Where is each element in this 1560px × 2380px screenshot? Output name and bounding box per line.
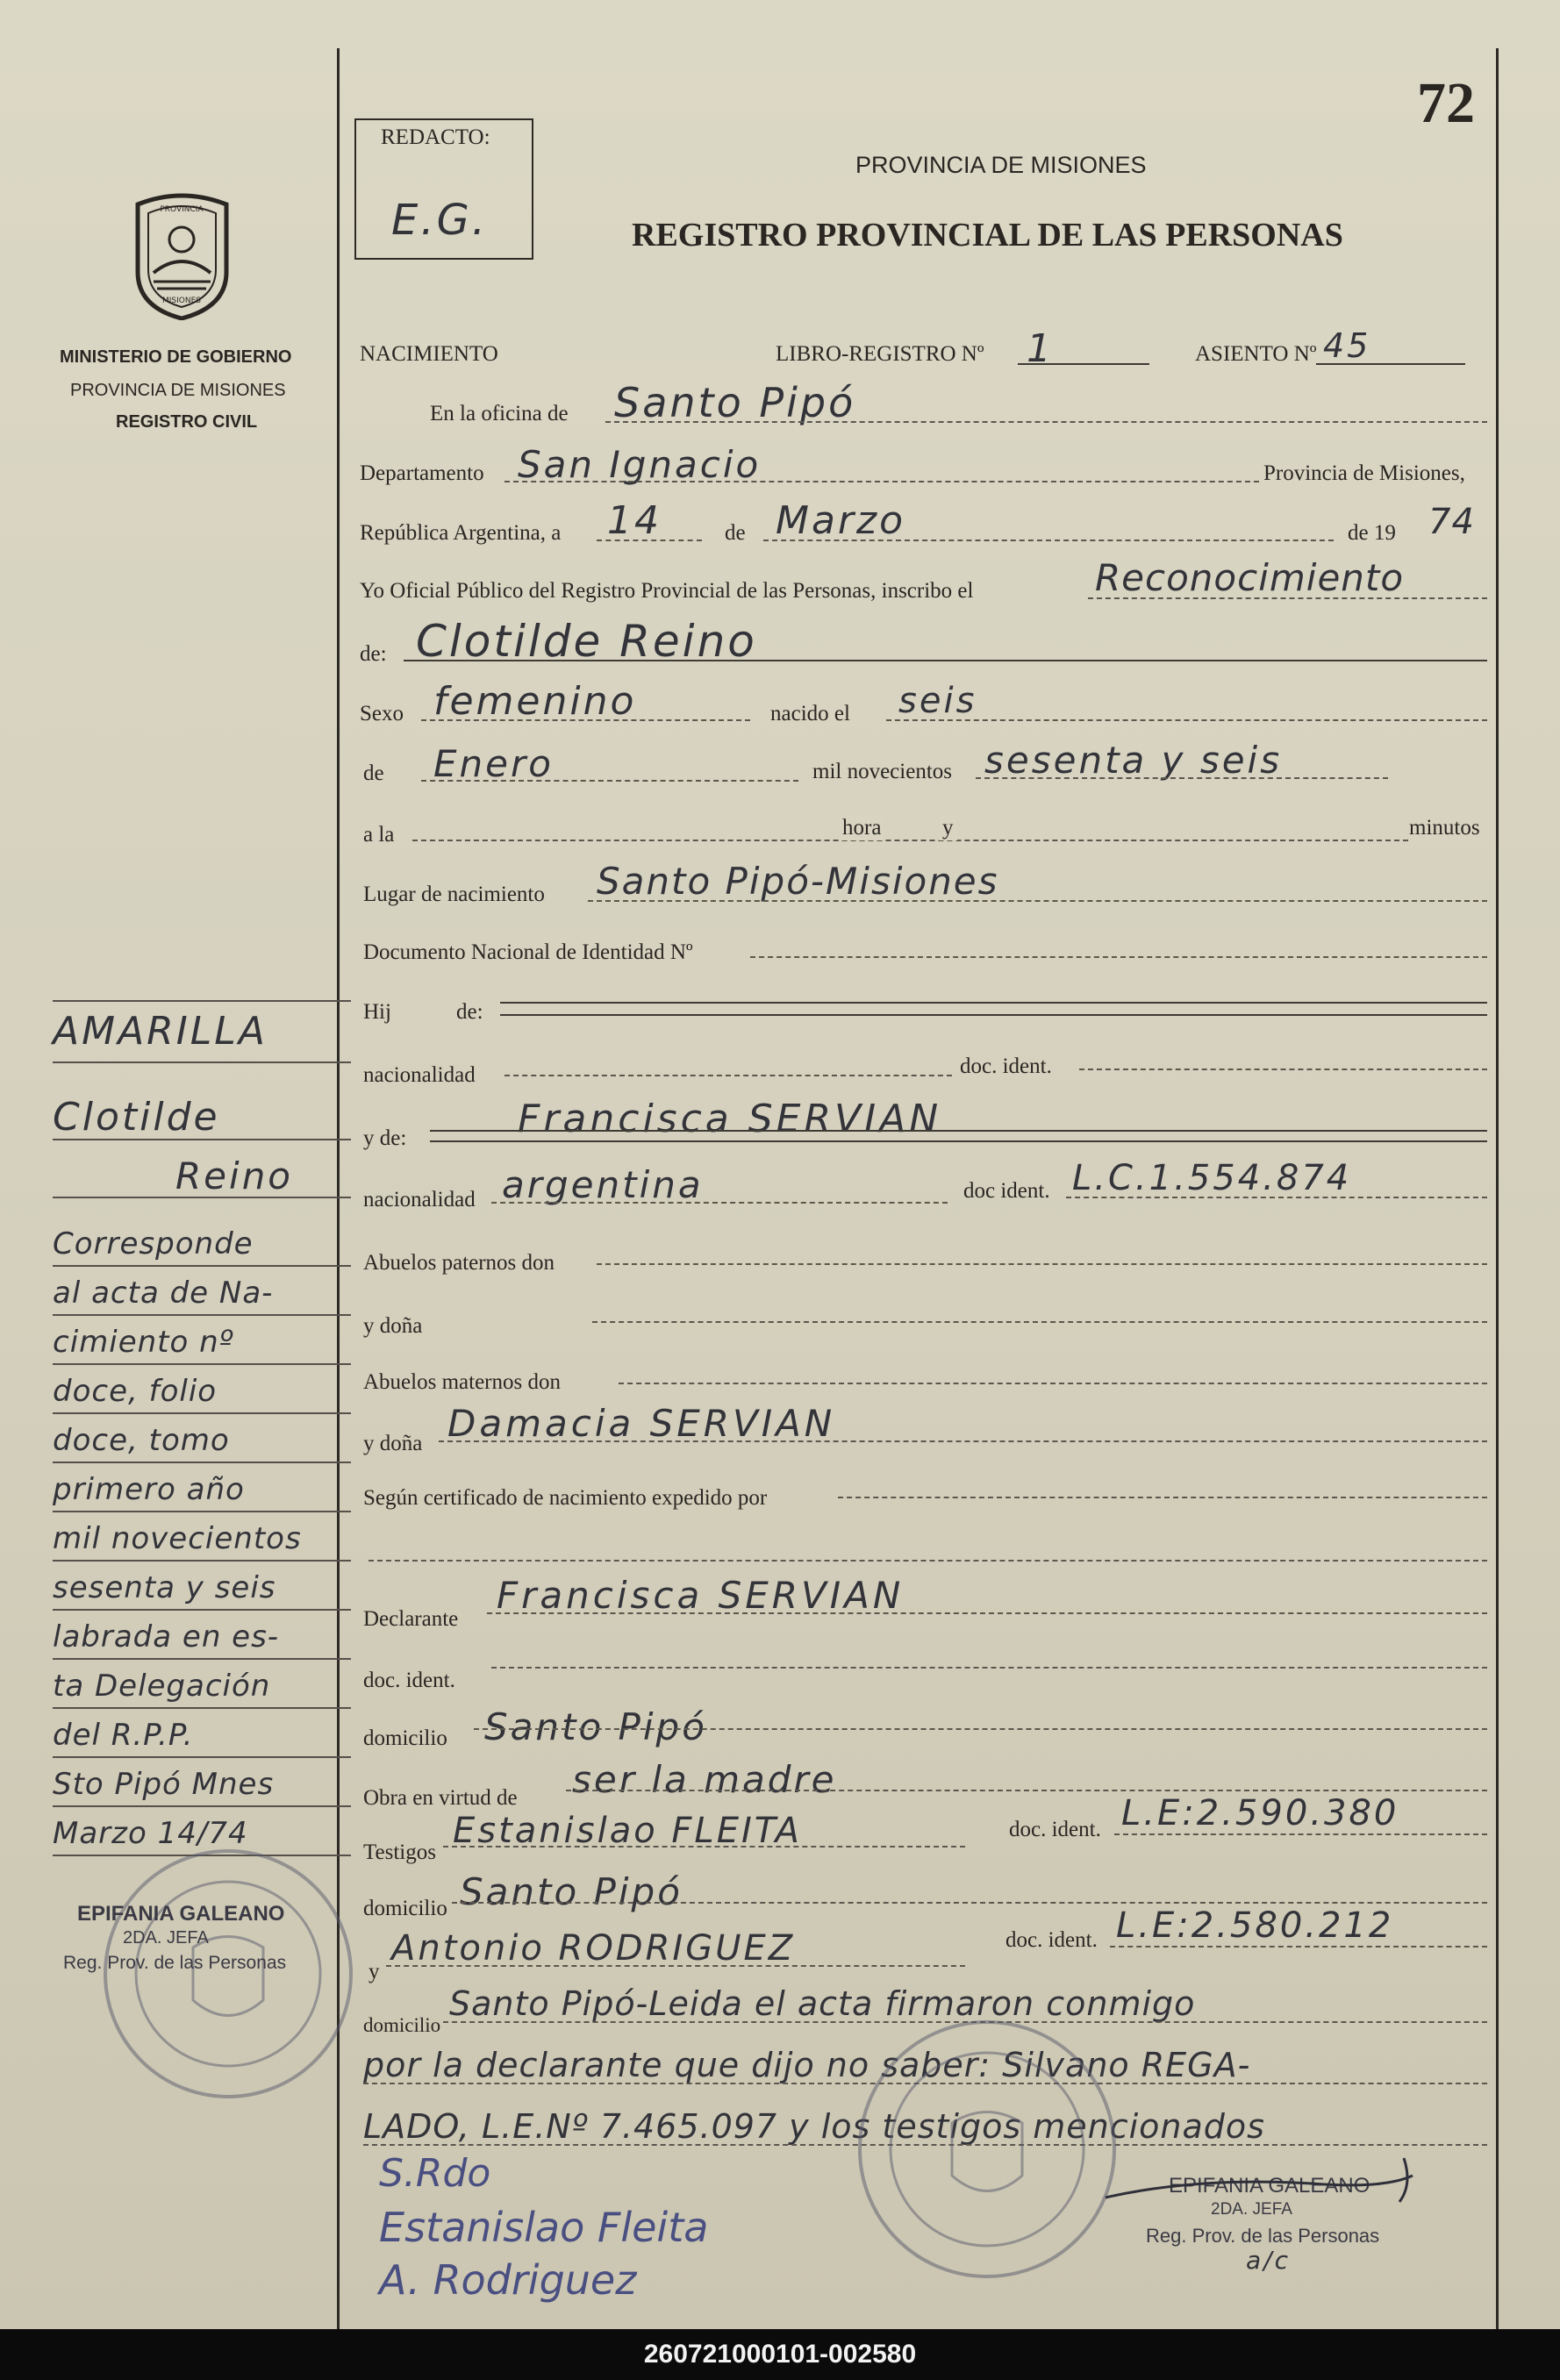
oficina-line (605, 421, 1487, 423)
margin-apellido: AMARILLA (53, 1009, 268, 1054)
month-line (763, 540, 1334, 541)
margin-line-3 (53, 1197, 351, 1198)
month-value: Marzo (776, 498, 906, 543)
margin-note-rule (53, 1412, 351, 1414)
crest-text-bottom: MISIONES (161, 297, 202, 305)
margin-note-rule (53, 1314, 351, 1316)
departamento-line (504, 481, 1259, 482)
margin-note-rule (53, 1756, 351, 1758)
testigos-label: Testigos (363, 1840, 436, 1864)
margin-nombre-2: Reino (175, 1154, 294, 1197)
ministry-line-3: REGISTRO CIVIL (116, 412, 258, 432)
asiento-line (1316, 363, 1465, 365)
redacto-box (354, 118, 533, 260)
redacto-label: REDACTO: (381, 125, 490, 149)
lugar-line (588, 900, 1487, 902)
oficina-value: Santo Pipó (614, 379, 856, 426)
stamp-right-ac: a/c (1246, 2246, 1291, 2275)
stamp-left-role: 2DA. JEFA (123, 1928, 209, 1948)
domicilio1-label: domicilio (363, 1726, 447, 1750)
ydona1-label: y doña (363, 1314, 423, 1338)
nacido-label: nacido el (770, 702, 850, 725)
margin-note-line: sesenta y seis (53, 1570, 276, 1605)
persona-value: Clotilde Reino (416, 616, 757, 667)
stamp-right-name: EPIFANIA GALEANO (1169, 2174, 1370, 2198)
oficial-label: Yo Oficial Público del Registro Provincial de las Personas, inscribo el (360, 579, 974, 603)
margin-note-rule (53, 1609, 351, 1611)
abuelos-mat-label: Abuelos maternos don (363, 1370, 561, 1394)
asiento-label: ASIENTO Nº (1195, 342, 1317, 366)
domicilio3-label: domicilio (363, 2014, 441, 2036)
nacionalidad1-line (504, 1075, 952, 1076)
libro-line (1018, 363, 1149, 365)
docident2-label: doc ident. (963, 1179, 1050, 1203)
record-type-label: NACIMIENTO (360, 342, 498, 366)
margin-note-line: doce, tomo (53, 1423, 230, 1458)
domicilio1-value: Santo Pipó (484, 1705, 707, 1748)
year-label: de 19 (1348, 521, 1396, 545)
margin-note-line: primero año (53, 1472, 245, 1507)
day-value: 14 (607, 498, 662, 543)
domicilio2-value: Santo Pipó (460, 1870, 683, 1913)
margin-note-line: mil novecientos (53, 1521, 302, 1556)
margin-note-rule (53, 1462, 351, 1463)
testigo2-value: Antonio RODRIGUEZ (391, 1928, 796, 1969)
nacionalidad2-value: argentina (502, 1163, 704, 1206)
sexo-line (421, 719, 750, 721)
hij-de-label: de: (456, 1000, 483, 1024)
testigo1-line (443, 1846, 965, 1848)
testigo2-line (386, 1965, 965, 1967)
margin-note-line: labrada en es- (53, 1619, 280, 1655)
mil-label: mil novecientos (812, 760, 952, 783)
nacionalidad2-line (491, 1202, 948, 1204)
ala-line (412, 840, 1408, 841)
page-number: 72 (1417, 71, 1475, 135)
libro-value: 1 (1027, 326, 1054, 371)
hij-line-1 (500, 1002, 1487, 1004)
right-border (1496, 48, 1499, 2329)
hora-label: hora (839, 816, 884, 840)
stamp-right-office: Reg. Prov. de las Personas (1146, 2225, 1380, 2247)
nacido-anio-value: sesenta y seis (984, 739, 1283, 782)
certificado-line-2 (369, 1560, 1487, 1562)
provincia-label: Provincia de Misiones, (1263, 461, 1465, 485)
obra-value: ser la madre (572, 1758, 837, 1801)
obra-line (566, 1790, 1487, 1791)
docident3-label: doc. ident. (363, 1669, 455, 1692)
declarante-line (487, 1612, 1487, 1614)
oficina-label: En la oficina de (430, 402, 569, 425)
closing-text-1: Santo Pipó-Leida el acta firmaron conmigo (449, 1984, 1196, 2023)
libro-label: LIBRO-REGISTRO Nº (776, 342, 984, 366)
minutos-label: minutos (1409, 816, 1480, 840)
testigo1-value: Estanislao FLEITA (453, 1811, 802, 1851)
margin-note-rule (53, 1707, 351, 1709)
y2-label: y (369, 1960, 380, 1983)
madre-line-1 (430, 1130, 1487, 1132)
nacionalidad2-label: nacionalidad (363, 1188, 476, 1211)
closing-text-3: LADO, L.E.Nº 7.465.097 y los testigos mencionados (363, 2107, 1265, 2146)
redacto-initials: E.G. (391, 196, 489, 245)
nacido-anio-line (976, 777, 1388, 779)
dni-line (750, 956, 1487, 958)
official-signature-icon (1097, 2149, 1465, 2211)
nacido-mes-value: Enero (433, 742, 554, 785)
hij-line-2 (500, 1014, 1487, 1016)
domicilio2-label: domicilio (363, 1897, 447, 1920)
nacido-mes-line (421, 780, 798, 782)
departamento-label: Departamento (360, 461, 484, 485)
acto-line (1088, 597, 1487, 599)
madre-value: Francisca SERVIAN (518, 1097, 942, 1141)
crest-text-top: PROVINCIA (160, 205, 204, 214)
abuelos-pat-label: Abuelos paternos don (363, 1251, 555, 1275)
testigo1-doc-value: L.E:2.590.380 (1121, 1793, 1399, 1833)
ministry-line-2: PROVINCIA DE MISIONES (70, 381, 286, 400)
domicilio1-line (474, 1728, 1487, 1730)
signature-1: S.Rdo (379, 2151, 491, 2196)
docident1-label: doc. ident. (960, 1054, 1052, 1078)
lugar-label: Lugar de nacimiento (363, 883, 545, 906)
nacido-dia-value: seis (898, 681, 977, 721)
yde-label: y de: (363, 1126, 407, 1150)
declarante-value: Francisca SERVIAN (497, 1574, 905, 1617)
testigo1-doc-line (1114, 1833, 1487, 1835)
official-seal-right-icon (851, 2013, 1123, 2285)
testigo2-doc-value: L.E:2.580.212 (1116, 1905, 1394, 1946)
ydona2-label: y doña (363, 1432, 423, 1455)
nacionalidad1-label: nacionalidad (363, 1063, 476, 1087)
docident4-label: doc. ident. (1009, 1818, 1101, 1841)
obra-label: Obra en virtud de (363, 1786, 518, 1810)
margin-note-rule (53, 1560, 351, 1562)
stamp-right-role: 2DA. JEFA (1211, 2200, 1292, 2219)
signature-2: Estanislao Fleita (379, 2204, 709, 2251)
docident5-label: doc. ident. (1005, 1928, 1098, 1952)
margin-nombre-1: Clotilde (53, 1095, 220, 1140)
day-line (597, 540, 702, 541)
margin-note-line: Marzo 14/74 (53, 1816, 248, 1851)
docident2-value: L.C.1.554.874 (1072, 1158, 1352, 1198)
nacido-dia-line (886, 719, 1487, 721)
margin-note-line: cimiento nº (53, 1325, 234, 1360)
de2-label: de (363, 761, 384, 785)
republica-label: República Argentina, a (360, 521, 562, 545)
de-colon-label: de: (360, 642, 387, 666)
margin-note-line: al acta de Na- (53, 1276, 274, 1311)
ydona1-line (592, 1321, 1487, 1323)
y-label: y (939, 816, 957, 840)
signature-3: A. Rodriguez (379, 2256, 637, 2304)
scan-id-footer: 260721000101-002580 (0, 2329, 1560, 2380)
margin-note-line: ta Delegación (53, 1669, 271, 1704)
margin-note-rule (53, 1805, 351, 1807)
lugar-value: Santo Pipó-Misiones (597, 860, 999, 903)
ministry-line-1: MINISTERIO DE GOBIERNO (60, 347, 292, 367)
province-heading: PROVINCIA DE MISIONES (855, 152, 1147, 178)
abuelos-pat-line (597, 1263, 1487, 1265)
testigo2-doc-line (1110, 1946, 1487, 1948)
dni-label: Documento Nacional de Identidad Nº (363, 940, 693, 964)
margin-note-line: Sto Pipó Mnes (53, 1767, 275, 1802)
hij-label: Hij (363, 1000, 391, 1024)
year-value: 74 (1428, 502, 1475, 542)
registry-title: REGISTRO PROVINCIAL DE LAS PERSONAS (632, 217, 1343, 254)
departamento-value: San Ignacio (518, 443, 762, 486)
persona-line (404, 660, 1487, 661)
official-seal-left-icon (97, 1842, 360, 2105)
margin-line-1 (53, 1061, 351, 1063)
ala-label: a la (363, 823, 395, 847)
margin-note-rule (53, 1363, 351, 1365)
margin-note-rule (53, 1511, 351, 1512)
margin-note-line: del R.P.P. (53, 1718, 194, 1753)
margin-line-2 (53, 1139, 351, 1140)
asiento-value: 45 (1323, 326, 1371, 365)
docident3-line (491, 1667, 1487, 1669)
misiones-crest-icon (127, 189, 237, 320)
certificado-line-1 (838, 1497, 1487, 1498)
certificado-label: Según certificado de nacimiento expedido por (363, 1486, 768, 1510)
declarante-label: Declarante (363, 1607, 459, 1631)
margin-line-top (53, 1000, 351, 1002)
margin-note-rule (53, 1658, 351, 1660)
abuelos-mat-line (619, 1383, 1487, 1384)
margin-note-line: doce, folio (53, 1374, 218, 1409)
acto-value: Reconocimiento (1095, 556, 1405, 599)
margin-note-line: Corresponde (53, 1226, 254, 1261)
docident1-line (1079, 1068, 1487, 1070)
stamp-left-office: Reg. Prov. de las Personas (63, 1953, 287, 1973)
sexo-label: Sexo (360, 702, 404, 725)
domicilio2-line (452, 1902, 1487, 1904)
abuela-mat-value: Damacia SERVIAN (447, 1402, 836, 1445)
margin-note-rule (53, 1265, 351, 1267)
closing-text-2: por la declarante que dijo no saber: Silvano REGA- (363, 2046, 1251, 2084)
stamp-left-name: EPIFANIA GALEANO (77, 1902, 285, 1926)
docident2-line (1066, 1197, 1487, 1198)
de-label: de (725, 521, 746, 545)
abuela-mat-line (439, 1440, 1487, 1442)
sexo-value: femenino (433, 679, 637, 724)
madre-line-2 (430, 1140, 1487, 1142)
